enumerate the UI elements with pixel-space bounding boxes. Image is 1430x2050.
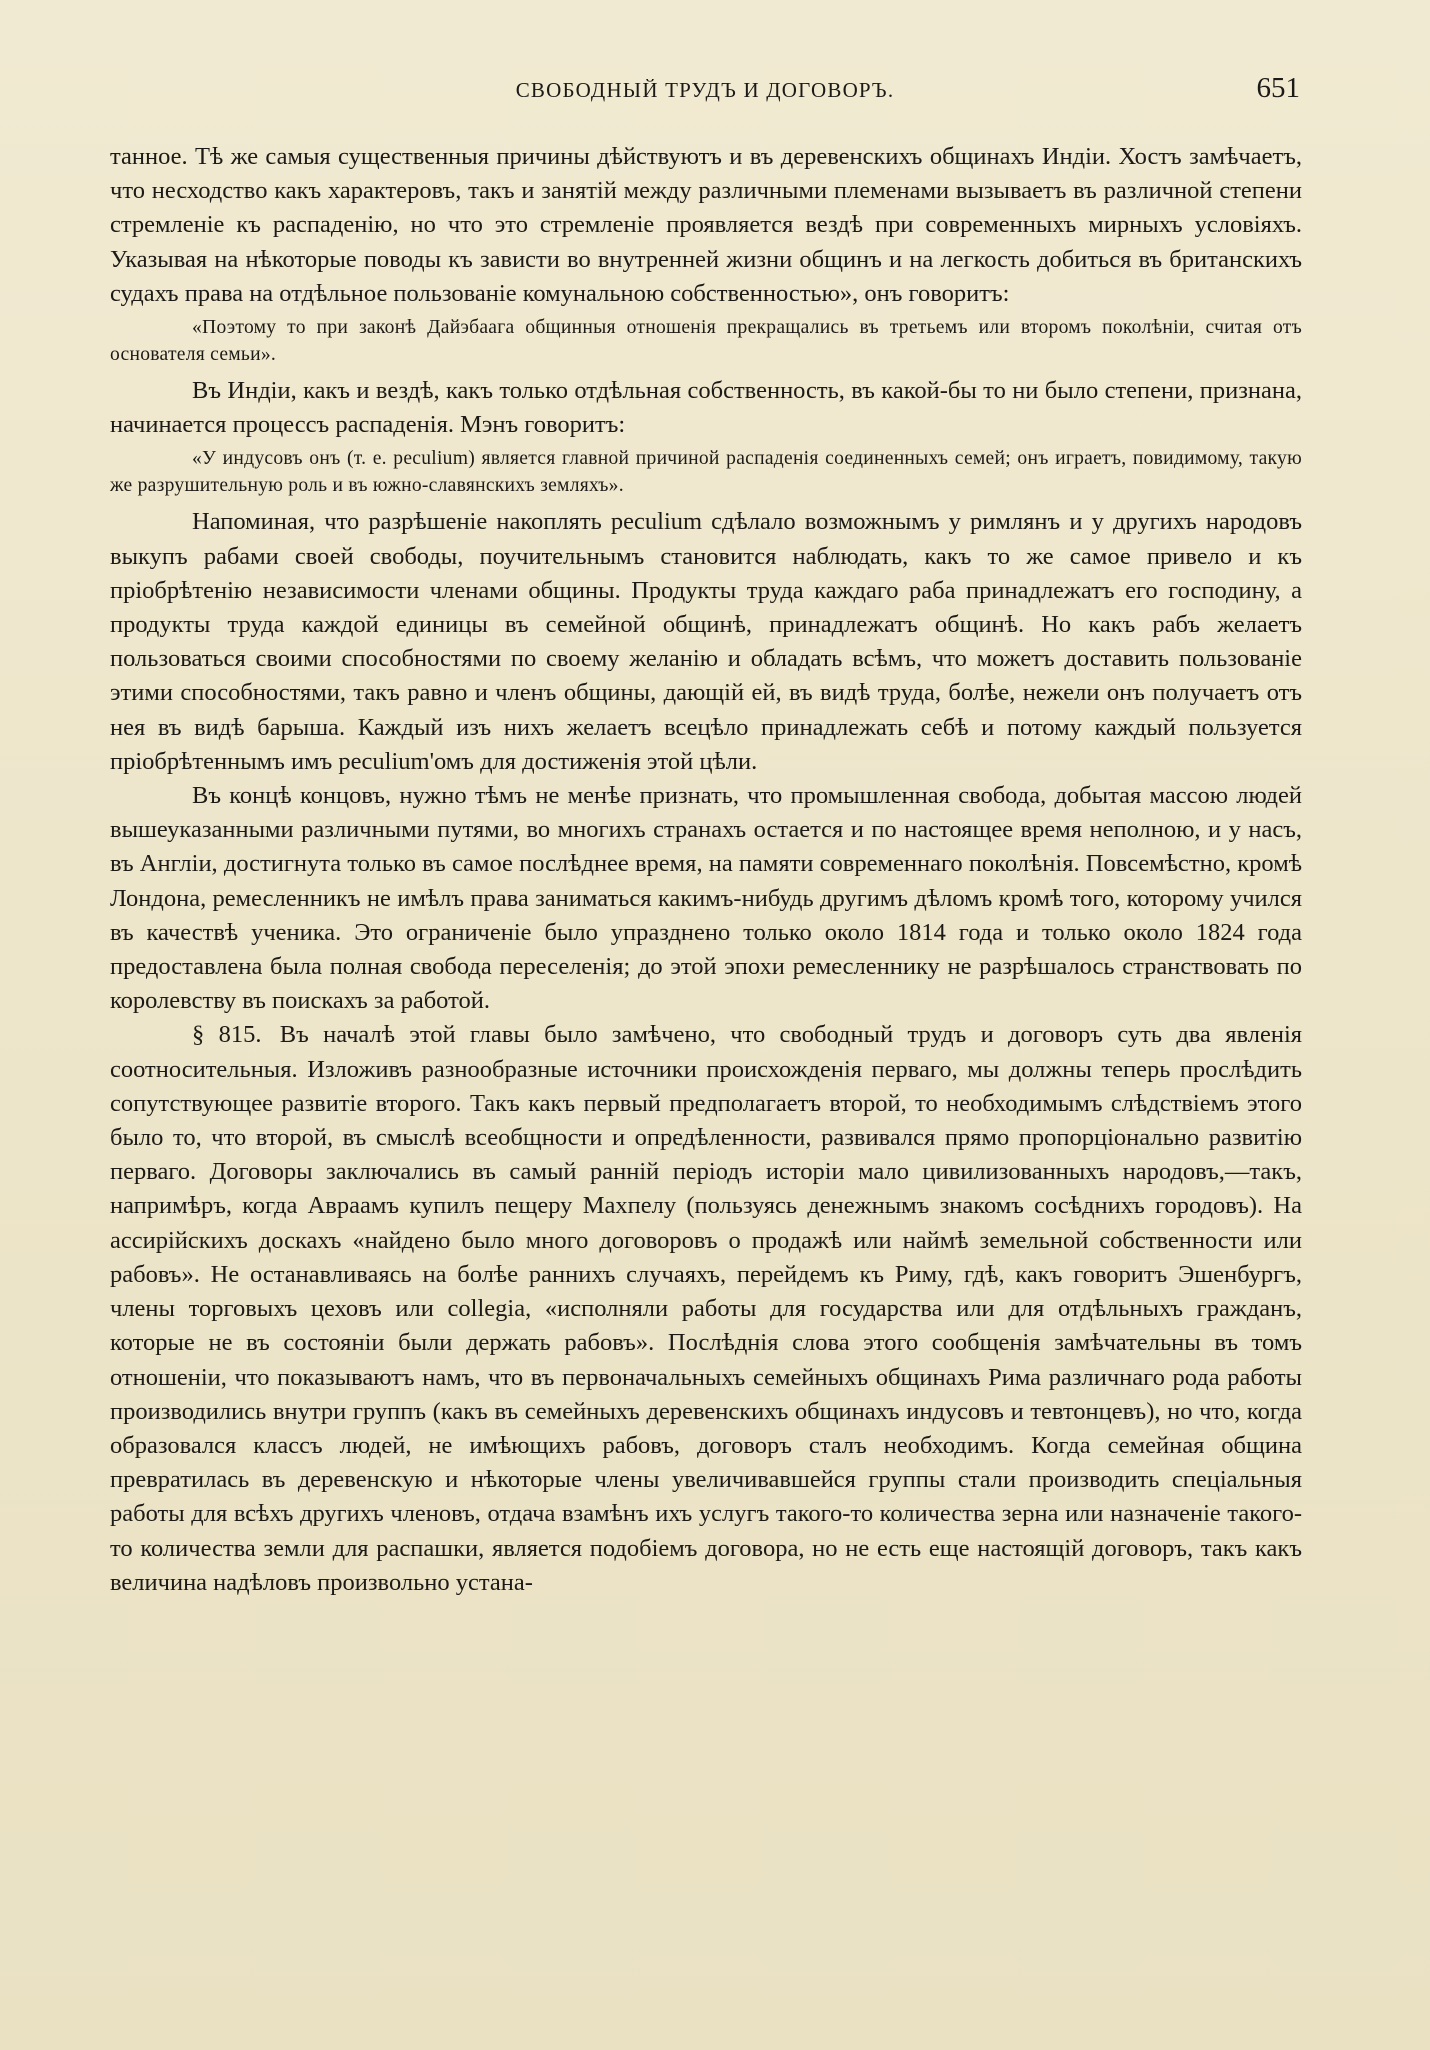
paragraph-peculium: Напоминая, что разрѣшеніе накоплять peculium сдѣлало возможнымъ у римлянъ и у другихъ народовъ выкупъ рабами своей свободы, поучительнымъ становится наблюдать, какъ то же самое привело и къ пріобрѣтенію независимости членами общины. Продукты труда каждаго раба принадлежатъ его господину, а продукты труда каждой единицы въ семейной общинѣ, принадлежатъ общинѣ. Но какъ рабъ желаетъ пользоваться своими способностями по своему желанію и обладать всѣмъ, что можетъ доставить пользованіе этими способностями, такъ равно и членъ общины, дающій ей, въ видѣ труда, болѣе, нежели онъ получаетъ отъ нея въ видѣ барыша. Каждый изъ нихъ желаетъ всецѣло принадлежать себѣ и потому каждый пользуется пріобрѣтеннымъ имъ peculium'омъ для достиженія этой цѣли.	[110, 508, 1302, 775]
section-number: § 815.	[192, 1021, 262, 1049]
paragraph-india-separation: Въ Индіи, какъ и вездѣ, какъ только отдѣльная собственность, въ какой-бы то ни было степени, признана, начинается процессъ распаденія. Мэнъ говоритъ:	[110, 377, 1302, 439]
quote-maine: «У индусовъ онъ (т. е. peculium) является главной причиной распаденія соединенныхъ семей; онъ играетъ, повидимому, такую же разрушительную роль и въ южно-славянскихъ земляхъ».	[110, 448, 1302, 496]
page-number: 651	[1256, 72, 1300, 104]
section-815-text: Въ началѣ этой главы было замѣчено, что свободный трудъ и договоръ суть два явленія соотносительныя. Изложивъ разнообразные источники происхожденія перваго, мы должны теперь прослѣдить сопутствующее развитіе второго. Такъ какъ первый предполагаетъ второй, то необходимымъ слѣдствіемъ этого было то, что второй, въ смыслѣ всеобщности и опредѣленности, развивался прямо пропорціонально развитію перваго. Договоры заключались въ самый ранній періодъ исторіи мало цивилизованныхъ народовъ,—такъ, напримѣръ, когда Авраамъ купилъ пещеру Махпелу (пользуясь денежнымъ знакомъ сосѣднихъ городовъ). На ассирійскихъ доскахъ «найдено было много договоровъ о продажѣ или наймѣ земельной собственности или рабовъ». Не останавливаясь на болѣе раннихъ случаяхъ, перейдемъ къ Риму, гдѣ, какъ говоритъ Эшенбургъ, члены торговыхъ цеховъ или collegia, «исполняли работы для государства или для отдѣльныхъ гражданъ, которые не въ состояніи были держать рабовъ». Послѣднія слова этого сообщенія замѣчательны въ томъ отношеніи, что показываютъ намъ, что въ первоначальныхъ семейныхъ общинахъ Рима различнаго рода работы производились внутри группъ (какъ въ семейныхъ деревенскихъ общинахъ индусовъ и тевтонцевъ), но что, когда образовался классъ людей, не имѣющихъ рабовъ, договоръ сталъ необходимъ. Когда семейная община превратилась въ деревенскую и нѣкоторые члены увеличивавшейся группы стали производить спеціальныя работы для всѣхъ другихъ членовъ, отдача взамѣнъ ихъ услугъ такого-то количества зерна или назначеніе такого-то количества земли для распашки, является подобіемъ договора, но не есть еще настоящій договоръ, такъ какъ величина надѣловъ произвольно устана-	[110, 1021, 1303, 1596]
quote-dayabhaga: «Поэтому то при законѣ Дайэбаага общинныя отношенія прекращались въ третьемъ или второмъ поколѣніи, считая отъ основателя семьи».	[110, 317, 1302, 365]
paragraph-continuation: танное. Тѣ же самыя существенныя причины дѣйствуютъ и въ деревенскихъ общинахъ Индіи. Хостъ замѣчаетъ, что несходство какъ характеровъ, такъ и занятій между различными племенами вызываетъ въ различной степени стремленіе къ распаденію, но что это стремленіе проявляется вездѣ при современныхъ мирныхъ условіяхъ. Указывая на нѣкоторые поводы къ зависти во внутренней жизни общинъ и на легкость добиться въ британскихъ судахъ права на отдѣльное пользованіе комунальною собственностью», онъ говоритъ:	[110, 143, 1302, 307]
paragraph-industrial-freedom: Въ концѣ концовъ, нужно тѣмъ не менѣе признать, что промышленная свобода, добытая массою людей вышеуказанными различными путями, во многихъ странахъ остается и по настоящее время неполною, и у насъ, въ Англіи, достигнута только въ самое послѣднее время, на памяти современнаго поколѣнія. Повсемѣстно, кромѣ Лондона, ремесленникъ не имѣлъ права заниматься какимъ-нибудь другимъ дѣломъ кромѣ того, которому учился въ качествѣ ученика. Это ограниченіе было упразднено только около 1814 года и только около 1824 года предоставлена была полная свобода переселенія; до этой эпохи ремесленнику не разрѣшалось странствовать по королевству въ поискахъ за работой.	[110, 782, 1302, 1015]
page-header	[110, 72, 1300, 112]
paragraph-section-815	[110, 1018, 1302, 1599]
running-title: СВОБОДНЫЙ ТРУДЪ И ДОГОВОРЪ.	[515, 78, 895, 102]
page-body	[110, 140, 1302, 1600]
